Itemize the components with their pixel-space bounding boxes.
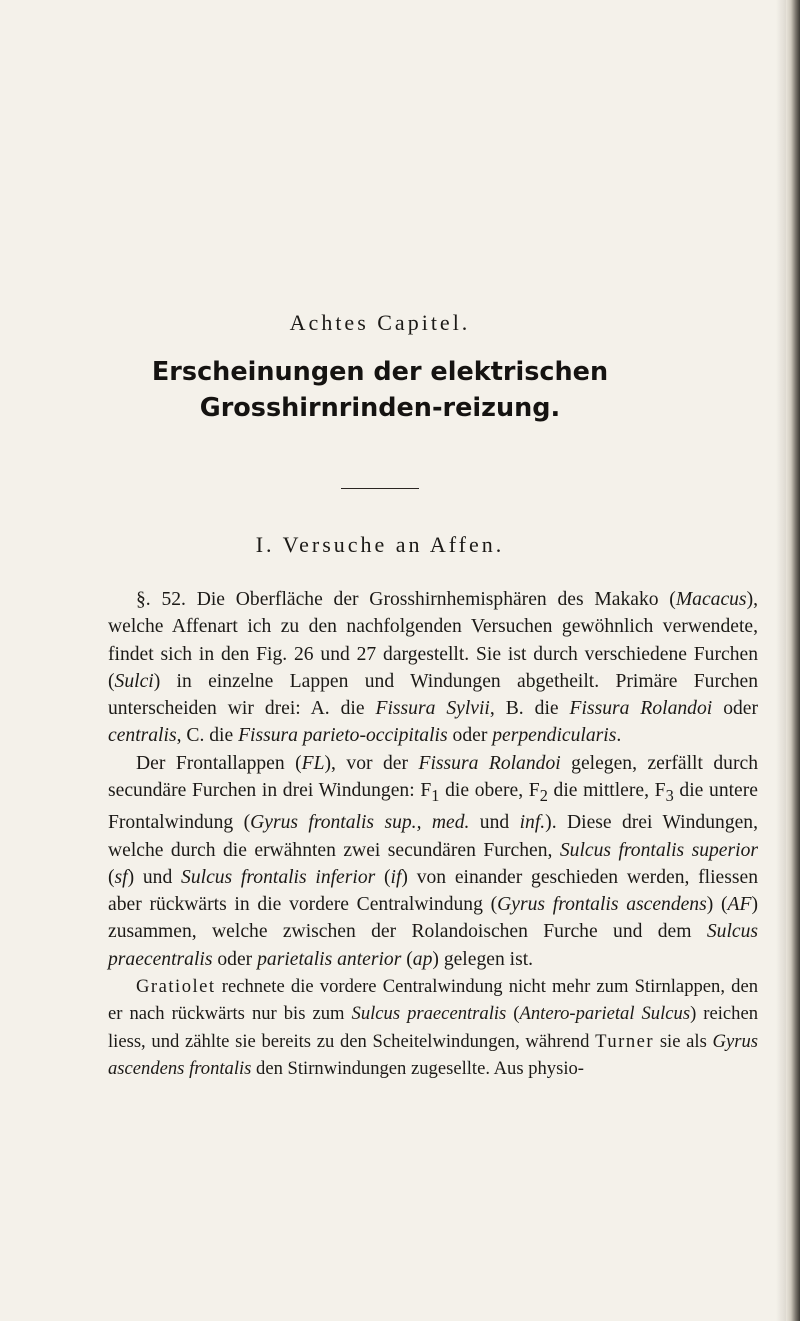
text-run: ) von einander geschieden werden, fliessen aber rückwärts in die vordere Centralwindung (: [108, 866, 758, 916]
text-run: , B. die: [489, 698, 570, 720]
text-run: (: [375, 866, 391, 888]
italic-term: Sulcus praecentralis: [108, 921, 758, 970]
italic-term: ap: [412, 948, 433, 970]
page-edge-inner-shadow: [776, 0, 786, 1321]
italic-term: Sulcus frontalis superior: [559, 839, 758, 861]
text-run: §. 52. Die Oberfläche der Grosshirnhemisphären des Makako (: [136, 589, 676, 610]
text-run: .: [616, 725, 622, 747]
text-run: ) (: [706, 894, 728, 916]
text-run: ) und: [127, 866, 182, 888]
italic-term: Sulcus frontalis inferior: [181, 866, 376, 888]
italic-term: Gyrus frontalis sup., med.: [250, 812, 470, 834]
chapter-title: Erscheinungen der elektrischen Grosshirnrinden-reizung.: [151, 357, 609, 423]
chapter-heading: Achtes Capitel.: [289, 310, 471, 335]
text-run: oder: [447, 725, 493, 747]
text-run: den Stirnwindungen zugesellte. Aus physio-: [251, 1057, 584, 1079]
text-run: ), welche Affenart ich zu den nachfolgenden Versuchen gewöhnlich verwendete, findet sich in den Fig. 26 und 27 dargestellt. Sie ist durch verschiedene Furchen (: [108, 589, 758, 692]
section-heading: I. Versuche an Affen.: [255, 532, 505, 557]
italic-term: Sulci: [114, 670, 154, 692]
italic-term: parietalis anterior: [257, 948, 402, 970]
italic-term: sf: [114, 866, 128, 888]
italic-term: Fissura Rolandoi: [569, 698, 713, 720]
subscript: 2: [539, 785, 548, 805]
italic-term: perpendicularis: [492, 725, 617, 747]
text-run: ). Diese drei Windungen, welche durch die erwähnten zwei secundären Furchen,: [108, 812, 759, 861]
text-run: (: [506, 1003, 520, 1025]
italic-term: Gyrus frontalis ascendens: [497, 894, 707, 916]
text-run: gelegen, zerfällt durch secundäre Furchen in drei Windungen: F: [108, 752, 758, 802]
italic-term: Antero-parietal Sulcus: [519, 1003, 691, 1025]
italic-term: Gyrus ascendens frontalis: [108, 1030, 758, 1079]
text-run: oder: [212, 948, 258, 970]
italic-term: if: [390, 866, 402, 888]
text-run: rechnete die vordere Centralwindung nicht mehr zum Stirnlappen, den er nach rückwärts nur bis zum: [108, 976, 758, 1025]
text-run: Der Frontallappen (: [136, 752, 302, 774]
italic-term: Fissura Sylvii: [375, 698, 490, 720]
divider-rule: [341, 488, 419, 489]
italic-term: Sulcus praecentralis: [351, 1003, 507, 1025]
text-run: ), vor der: [324, 752, 419, 774]
italic-term: inf.: [519, 812, 546, 834]
text-run: ) reichen liess, und zählte sie bereits zu den Scheitelwindungen, während: [108, 1003, 758, 1052]
italic-term: FL: [301, 752, 325, 774]
text-run: die obere, F: [439, 780, 540, 802]
italic-term: Fissura parieto-occipitalis: [238, 725, 448, 747]
text-run: und: [469, 812, 520, 834]
text-run: ) gelegen ist.: [432, 948, 534, 970]
author-name: Turner: [595, 1030, 655, 1052]
text-run: sie als: [654, 1030, 713, 1052]
text-run: , C. die: [176, 725, 239, 747]
text-run: (: [401, 948, 413, 970]
text-run: die mittlere, F: [547, 780, 666, 802]
italic-term: Fissura Rolandoi: [418, 752, 561, 774]
subscript: 3: [665, 785, 674, 805]
paragraph: [108, 973, 758, 1082]
text-run: ) in einzelne Lappen und Windungen abgetheilt. Primäre Furchen unterscheiden wir drei: A. die: [108, 670, 758, 720]
subscript: 1: [431, 785, 440, 805]
italic-term: AF: [727, 894, 752, 916]
italic-term: centralis: [108, 725, 177, 747]
italic-term: Macacus: [675, 589, 747, 610]
body-text: [108, 586, 758, 1082]
author-name: Gratiolet: [136, 976, 216, 998]
page-edge-shadow: [786, 0, 800, 1321]
paragraph: [108, 750, 758, 973]
text-run: ) zusammen, welche zwischen der Rolandoischen Furche und dem: [108, 894, 758, 943]
paragraph: [108, 586, 758, 750]
text-run: oder: [712, 698, 759, 720]
text-run: (: [108, 866, 115, 888]
text-run: die untere Frontalwindung (: [108, 780, 758, 834]
